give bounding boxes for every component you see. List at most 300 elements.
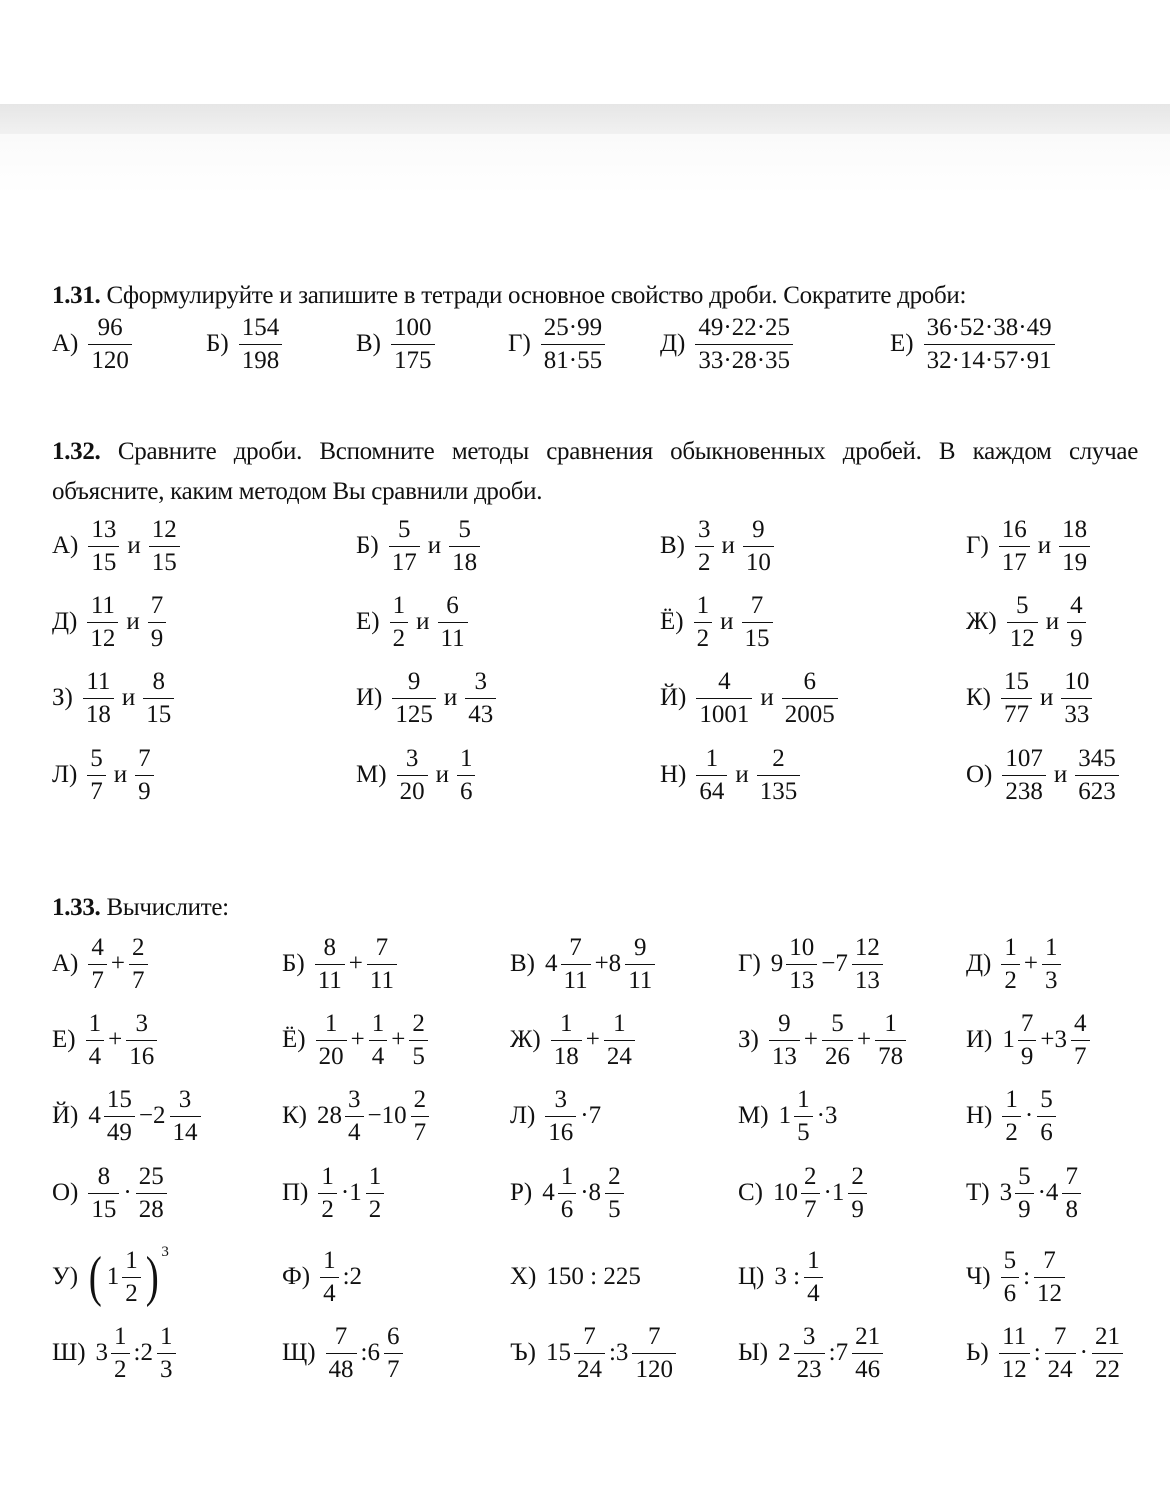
problem-132-number: 1.32. (52, 438, 101, 465)
numerator: 15 (1004, 667, 1029, 695)
problem-132-item (52, 511, 182, 581)
denominator: 24 (604, 1040, 635, 1071)
problem-133-item (966, 1158, 1083, 1228)
problem-133-item (282, 1158, 386, 1228)
denominator: 2 (390, 622, 409, 653)
problem-133-item (510, 1318, 678, 1388)
numerator: 21 (855, 1322, 881, 1350)
numerator: 1 (560, 1162, 574, 1190)
fraction (1075, 745, 1119, 806)
operator: · (123, 1179, 132, 1206)
numerator: 25·99 (543, 313, 603, 341)
fraction (320, 1247, 339, 1308)
fraction (695, 314, 793, 375)
problem-131-item (356, 309, 437, 379)
numerator: 3 (178, 1085, 192, 1113)
fraction (366, 1163, 385, 1224)
fraction (757, 745, 801, 806)
denominator: 7 (87, 775, 106, 806)
problem-133-item (966, 1242, 1067, 1312)
numerator: 4 (1074, 1009, 1087, 1037)
whole-part: 10 (773, 1179, 798, 1206)
parenthesis: ) (145, 1246, 159, 1308)
fraction (852, 1323, 883, 1384)
fraction (1092, 1323, 1123, 1384)
fraction (541, 314, 605, 375)
numerator: 4 (718, 667, 731, 695)
numerator: 1 (696, 591, 710, 619)
fraction (1067, 592, 1086, 653)
numerator: 9 (778, 1009, 791, 1037)
fraction (369, 1010, 388, 1071)
operator: ·4 (1037, 1179, 1059, 1206)
whole-part: 2 (778, 1339, 791, 1366)
numerator: 100 (394, 313, 432, 341)
item-label: Ш) (52, 1339, 86, 1366)
denominator: 24 (1045, 1353, 1076, 1384)
item-label: Р) (510, 1179, 533, 1206)
denominator: 3 (157, 1353, 176, 1384)
problem-133-item (738, 1158, 869, 1228)
problem-132-item (356, 663, 498, 733)
fraction (769, 1010, 800, 1071)
fraction (1042, 934, 1061, 995)
problem-133-item (52, 1242, 169, 1312)
top-gray-band (0, 104, 1170, 134)
item-label: Г) (738, 950, 761, 977)
numerator: 11 (90, 591, 115, 619)
fraction (742, 592, 773, 653)
denominator: 15 (149, 546, 180, 577)
item-label: Ы) (738, 1339, 769, 1366)
fraction (696, 668, 752, 729)
item-label: З) (738, 1026, 759, 1053)
item-label: И) (356, 684, 383, 711)
problem-131-item (508, 309, 607, 379)
fraction (924, 314, 1055, 375)
problem-132-item (660, 587, 775, 657)
item-label: Й) (52, 1102, 79, 1129)
numerator: 1 (324, 1009, 338, 1037)
item-label: Ц) (738, 1263, 765, 1290)
operator: :3 (608, 1339, 629, 1366)
problem-132-item (966, 740, 1121, 810)
and-word: и (443, 684, 458, 711)
denominator: 13 (852, 964, 883, 995)
fraction (88, 934, 107, 995)
fraction (390, 592, 409, 653)
numerator: 7 (1043, 1246, 1056, 1274)
denominator: 4 (369, 1040, 388, 1071)
operator: :2 (342, 1263, 363, 1290)
fraction (1007, 592, 1038, 653)
numerator: 7 (1065, 1162, 1078, 1190)
item-label: О) (966, 761, 993, 788)
problem-132-heading (52, 432, 1138, 512)
operator: + (348, 950, 363, 977)
fraction (397, 745, 428, 806)
denominator: 7 (1071, 1040, 1090, 1071)
operator: −2 (138, 1102, 166, 1129)
whole-part: 3 (95, 1339, 109, 1366)
numerator: 7 (1020, 1009, 1034, 1037)
whole-part: 3 (999, 1179, 1013, 1206)
and-word: и (1045, 608, 1060, 635)
denominator: 2 (1001, 964, 1020, 995)
denominator: 7 (129, 964, 148, 995)
fraction (135, 745, 154, 806)
numerator: 1 (321, 1162, 334, 1190)
numerator: 1 (114, 1322, 127, 1350)
operator: + (108, 1026, 123, 1053)
fraction (1001, 934, 1020, 995)
denominator: 33·28·35 (695, 344, 793, 375)
item-label: Ж) (966, 608, 997, 635)
numerator: 1 (613, 1009, 626, 1037)
item-label: Б) (206, 330, 229, 357)
fraction (1034, 1247, 1065, 1308)
fraction (126, 1010, 157, 1071)
fraction (384, 1323, 403, 1384)
fraction (804, 1247, 823, 1308)
numerator: 7 (334, 1322, 348, 1350)
denominator: 2 (366, 1193, 385, 1224)
denominator: 2 (122, 1277, 141, 1308)
denominator: 77 (1001, 698, 1032, 729)
and-word: и (127, 532, 141, 559)
denominator: 2005 (782, 698, 838, 729)
denominator: 12 (1034, 1277, 1065, 1308)
item-label: Е) (52, 1026, 76, 1053)
and-word: и (121, 684, 136, 711)
fraction (1071, 1010, 1090, 1071)
denominator: 175 (391, 344, 435, 375)
operator: 3 : (774, 1263, 801, 1290)
fraction (625, 934, 655, 995)
operator: +3 (1040, 1026, 1067, 1053)
and-word: и (1040, 684, 1054, 711)
exponent: 3 (161, 1244, 169, 1260)
operator: ·1 (823, 1179, 845, 1206)
problem-131-item (52, 309, 134, 379)
band-shadow (0, 134, 1170, 194)
denominator: 9 (1015, 1193, 1034, 1224)
numerator: 36·52·38·49 (926, 313, 1052, 341)
problem-133-item (966, 1318, 1125, 1388)
item-label: К) (282, 1102, 307, 1129)
problem-131-item (206, 309, 284, 379)
and-word: и (760, 684, 774, 711)
fraction (438, 592, 468, 653)
denominator: 26 (822, 1040, 853, 1071)
problem-132-item (660, 663, 840, 733)
fraction (87, 592, 118, 653)
fraction (545, 1086, 576, 1147)
problem-133-item (738, 1005, 908, 1075)
numerator: 7 (583, 1322, 596, 1350)
whole-part: 1 (106, 1263, 120, 1290)
operator: 150 : 225 (546, 1263, 641, 1290)
numerator: 7 (150, 591, 164, 619)
fraction (392, 668, 436, 729)
problem-133-item (282, 1318, 405, 1388)
denominator: 135 (757, 775, 801, 806)
fraction (411, 1086, 430, 1147)
numerator: 9 (633, 933, 647, 961)
numerator: 107 (1005, 744, 1043, 772)
numerator: 3 (348, 1085, 361, 1113)
item-label: О) (52, 1179, 79, 1206)
problem-133-item (52, 1081, 203, 1151)
denominator: 14 (170, 1116, 201, 1147)
numerator: 5 (397, 515, 411, 543)
fraction (694, 592, 713, 653)
fraction (111, 1323, 130, 1384)
problem-133-item (510, 1005, 637, 1075)
and-word: и (1053, 761, 1068, 788)
numerator: 1 (807, 1246, 820, 1274)
and-word: и (113, 761, 128, 788)
operator: :6 (360, 1339, 380, 1366)
numerator: 345 (1078, 744, 1116, 772)
numerator: 2 (132, 933, 145, 961)
fraction (88, 314, 132, 375)
fraction (695, 516, 714, 577)
numerator: 1 (1004, 933, 1017, 961)
numerator: 1 (323, 1246, 336, 1274)
numerator: 7 (138, 744, 151, 772)
numerator: 7 (1053, 1322, 1067, 1350)
problem-133-item (52, 1005, 159, 1075)
numerator: 10 (1064, 667, 1090, 695)
item-label: А) (52, 330, 79, 357)
numerator: 1 (705, 744, 719, 772)
denominator: 18 (83, 698, 114, 729)
numerator: 7 (647, 1322, 661, 1350)
numerator: 5 (1018, 1162, 1031, 1190)
whole-part: 28 (317, 1102, 342, 1129)
item-label: Ё) (660, 608, 684, 635)
item-label: М) (356, 761, 387, 788)
fraction (391, 314, 435, 375)
numerator: 7 (750, 591, 764, 619)
fraction (87, 745, 106, 806)
fraction (389, 516, 420, 577)
numerator: 3 (135, 1009, 148, 1037)
denominator: 7 (411, 1116, 430, 1147)
item-label: Л) (52, 761, 78, 788)
numerator: 16 (1001, 515, 1027, 543)
fraction (875, 1010, 906, 1071)
numerator: 154 (241, 313, 280, 341)
fraction (794, 1323, 825, 1384)
fraction (551, 1010, 582, 1071)
operator: ·8 (580, 1179, 602, 1206)
problem-133-item (738, 929, 885, 999)
and-word: и (720, 608, 734, 635)
item-label: А) (52, 532, 79, 559)
numerator: 1 (797, 1085, 810, 1113)
fraction (104, 1086, 135, 1147)
item-label: Н) (660, 761, 687, 788)
numerator: 11 (1002, 1322, 1027, 1350)
fraction (848, 1163, 867, 1224)
problem-133-item (510, 1242, 643, 1312)
denominator: 6 (1037, 1116, 1056, 1147)
problem-133-number: 1.33. (52, 894, 101, 921)
fraction (170, 1086, 201, 1147)
numerator: 1 (125, 1246, 138, 1274)
fraction (86, 1010, 105, 1071)
operator: · (1024, 1102, 1034, 1129)
problem-133-item (510, 929, 657, 999)
denominator: 15 (143, 698, 174, 729)
numerator: 6 (803, 667, 817, 695)
fraction (801, 1163, 820, 1224)
problem-132-item (966, 511, 1092, 581)
numerator: 1 (160, 1322, 173, 1350)
denominator: 6 (558, 1193, 577, 1224)
denominator: 15 (88, 546, 119, 577)
fraction (409, 1010, 428, 1071)
fraction (558, 1163, 577, 1224)
numerator: 3 (698, 515, 711, 543)
operator: −7 (821, 950, 848, 977)
denominator: 125 (392, 698, 436, 729)
denominator: 11 (367, 964, 397, 995)
problem-131-item (890, 309, 1057, 379)
fraction (786, 934, 817, 995)
problem-133-item (52, 1158, 169, 1228)
numerator: 7 (569, 933, 582, 961)
whole-part: 4 (545, 950, 558, 977)
problem-133-item (282, 1005, 430, 1075)
denominator: 33 (1061, 698, 1092, 729)
denominator: 20 (397, 775, 428, 806)
item-label: Г) (508, 330, 531, 357)
denominator: 120 (88, 344, 132, 375)
numerator: 13 (91, 515, 117, 543)
denominator: 4 (86, 1040, 105, 1071)
denominator: 64 (696, 775, 727, 806)
operator: · (1079, 1339, 1088, 1366)
numerator: 11 (86, 667, 111, 695)
numerator: 5 (1003, 1246, 1017, 1274)
numerator: 3 (554, 1085, 568, 1113)
fraction (143, 668, 174, 729)
fraction (605, 1163, 624, 1224)
operator: :2 (133, 1339, 153, 1366)
problem-133-item (510, 1158, 626, 1228)
numerator: 15 (106, 1085, 132, 1113)
numerator: 4 (1070, 591, 1083, 619)
fraction (318, 1163, 337, 1224)
problem-133-item (52, 929, 150, 999)
numerator: 3 (405, 744, 419, 772)
item-label: И) (966, 1026, 993, 1053)
fraction (999, 516, 1030, 577)
denominator: 2 (694, 622, 713, 653)
fraction (157, 1323, 176, 1384)
item-label: Б) (282, 950, 305, 977)
operator: + (803, 1026, 818, 1053)
item-label: Ф) (282, 1263, 311, 1290)
numerator: 5 (1015, 591, 1029, 619)
fraction (1002, 1086, 1021, 1147)
fraction (326, 1323, 357, 1384)
numerator: 1 (368, 1162, 382, 1190)
item-label: Х) (510, 1263, 537, 1290)
fraction (1001, 1247, 1020, 1308)
item-label: Ё) (282, 1026, 306, 1053)
whole-part: 15 (545, 1339, 571, 1366)
numerator: 2 (412, 1009, 425, 1037)
denominator: 2 (111, 1353, 130, 1384)
problem-132-item (660, 740, 802, 810)
denominator: 11 (438, 622, 468, 653)
denominator: 78 (875, 1040, 906, 1071)
problem-133-item (510, 1081, 603, 1151)
problem-133-item (738, 1242, 825, 1312)
fraction (1002, 745, 1046, 806)
numerator: 10 (789, 933, 815, 961)
and-word: и (427, 532, 442, 559)
item-label: С) (738, 1179, 763, 1206)
denominator: 5 (605, 1193, 624, 1224)
denominator: 13 (769, 1040, 800, 1071)
fraction (822, 1010, 853, 1071)
item-label: Е) (356, 608, 380, 635)
item-label: Щ) (282, 1339, 316, 1366)
denominator: 13 (786, 964, 817, 995)
denominator: 81·55 (541, 344, 605, 375)
fraction (83, 668, 114, 729)
numerator: 2 (608, 1162, 621, 1190)
fraction (743, 516, 774, 577)
numerator: 5 (831, 1009, 844, 1037)
fraction (367, 934, 397, 995)
denominator: 15 (88, 1193, 119, 1224)
denominator: 11 (625, 964, 655, 995)
operator: ·1 (340, 1179, 362, 1206)
numerator: 8 (323, 933, 336, 961)
denominator: 16 (126, 1040, 157, 1071)
numerator: 25 (138, 1162, 164, 1190)
fraction (794, 1086, 813, 1147)
whole-part: 9 (770, 950, 784, 977)
denominator: 1001 (696, 698, 752, 729)
numerator: 2 (413, 1085, 427, 1113)
and-word: и (416, 608, 430, 635)
fraction (449, 516, 480, 577)
operator: + (110, 950, 125, 977)
item-label: М) (738, 1102, 769, 1129)
numerator: 49·22·25 (698, 313, 791, 341)
numerator: 3 (802, 1322, 816, 1350)
denominator: 4 (804, 1277, 823, 1308)
and-word: и (126, 608, 140, 635)
denominator: 16 (545, 1116, 576, 1147)
whole-part: 4 (542, 1179, 555, 1206)
problem-132-item (356, 587, 470, 657)
denominator: 17 (389, 546, 420, 577)
problem-132-item (356, 740, 477, 810)
problem-133-item (282, 1242, 364, 1312)
fraction (465, 668, 496, 729)
item-label: У) (52, 1263, 79, 1290)
item-label: Л) (510, 1102, 536, 1129)
fraction (1062, 1163, 1081, 1224)
